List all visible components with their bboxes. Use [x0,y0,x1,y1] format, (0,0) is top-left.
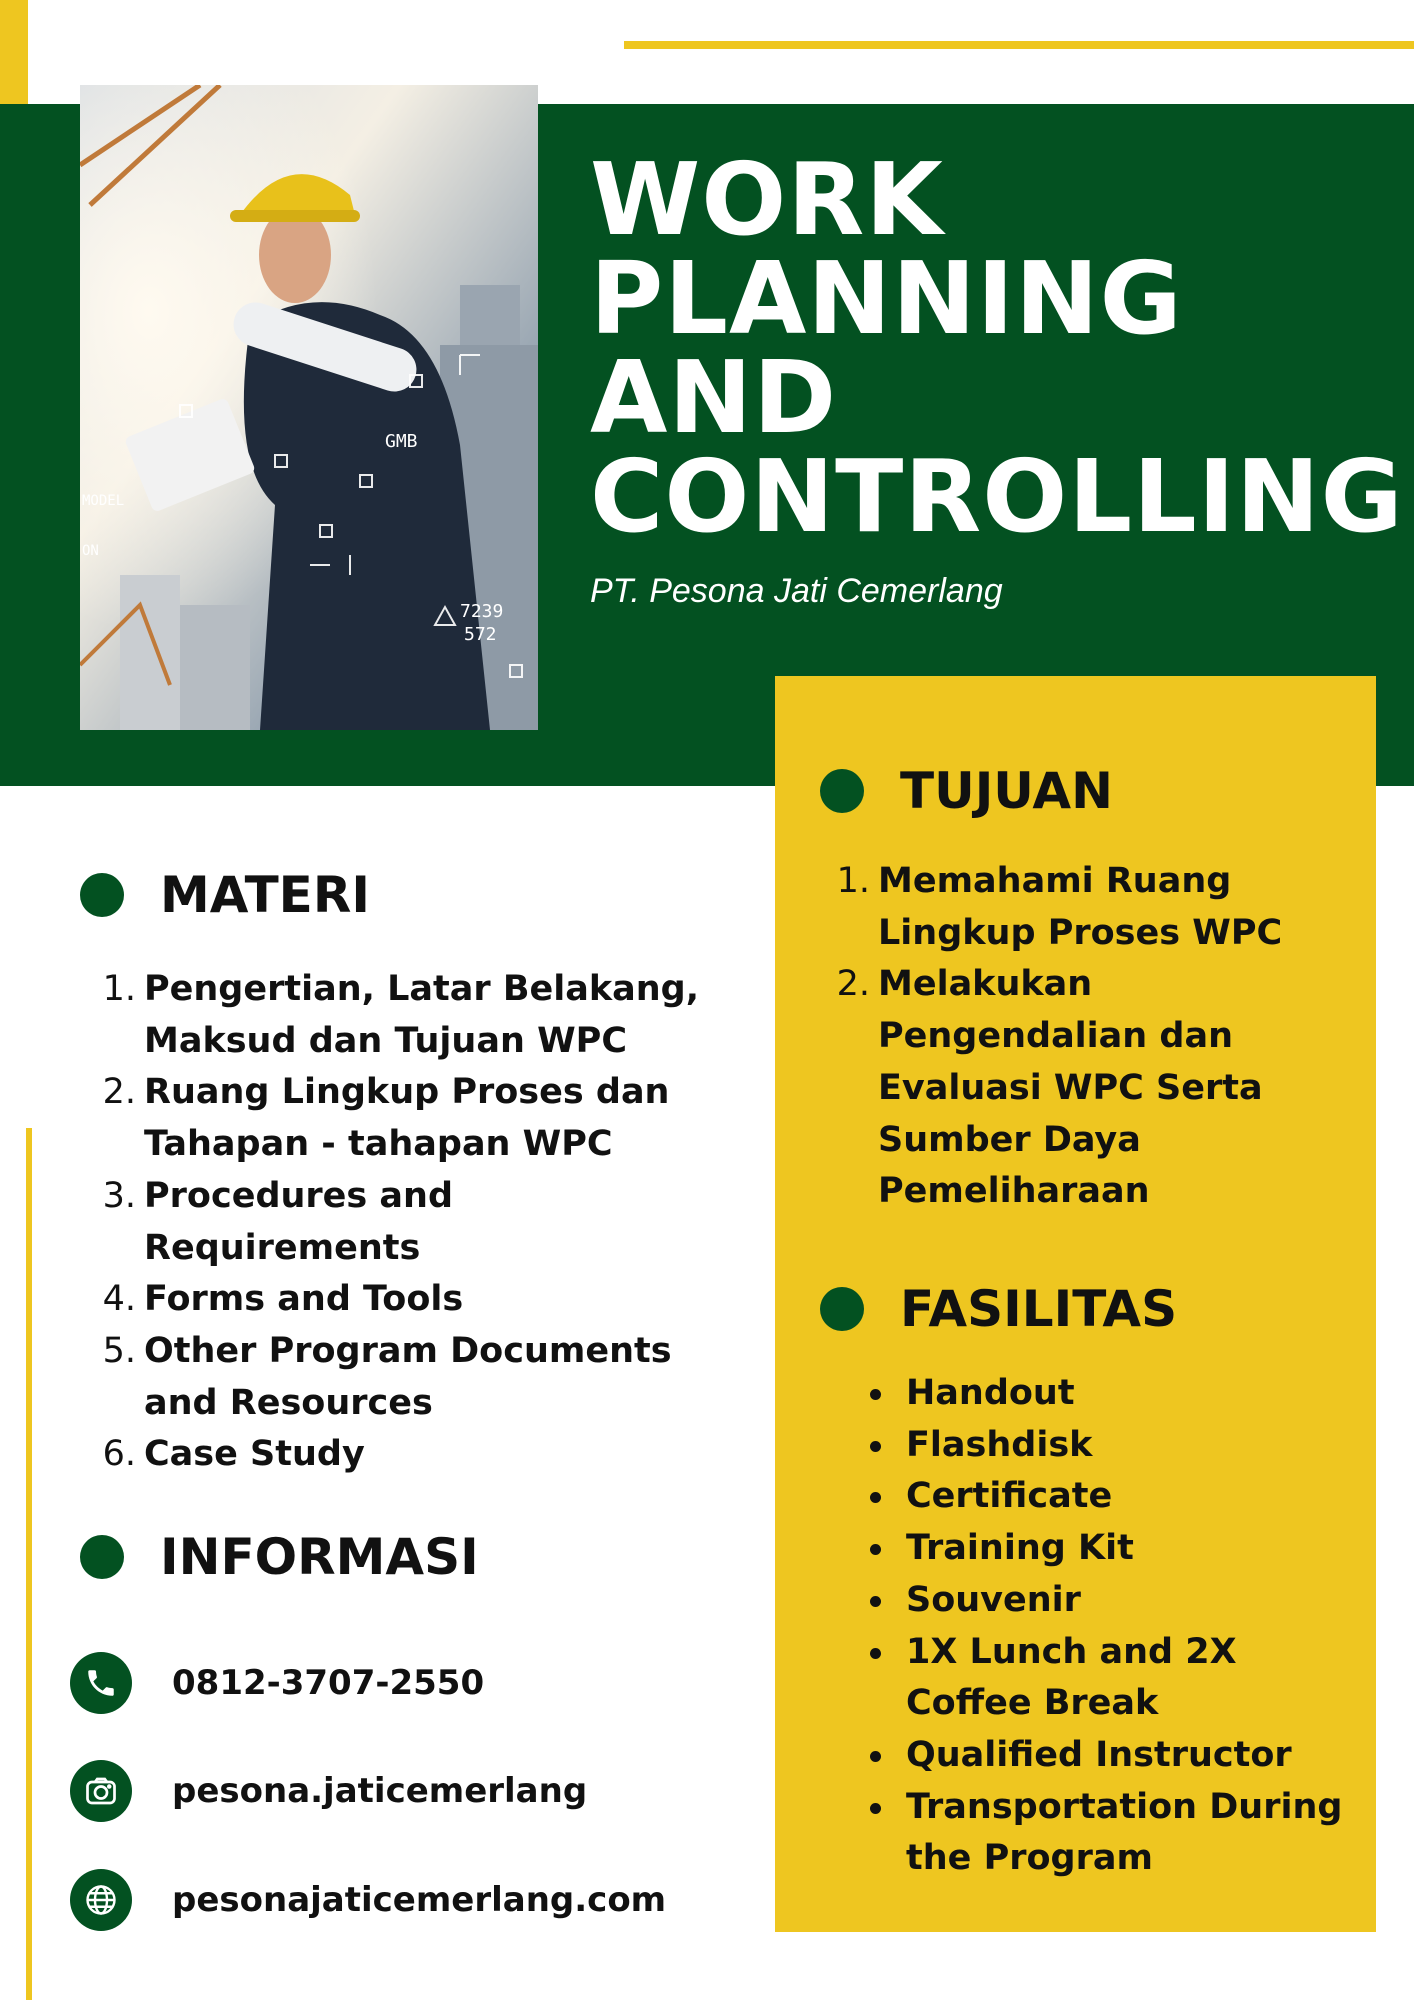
list-item-text: Case Study [144,1434,365,1475]
list-item [102,1067,724,1170]
list-item [836,959,1338,1218]
top-accent-line [624,41,1414,49]
fasilitas-heading [820,1280,1177,1338]
list-item: Qualified Instructor [906,1730,1346,1782]
instagram-handle: pesona.jaticemerlang [172,1771,588,1811]
list-item: Handout [906,1368,1346,1420]
tujuan-list [836,856,1338,1218]
list-item: Training Kit [906,1523,1346,1575]
contact-instagram[interactable] [70,1760,587,1822]
company-name: PT. Pesona Jati Cemerlang [590,572,1003,610]
photo-label-on: ON [82,543,99,559]
list-item: Certificate [906,1471,1346,1523]
bullet-dot-icon [80,873,124,917]
bullet-dot-icon [80,1535,124,1579]
fasilitas-title: FASILITAS [900,1280,1178,1338]
tujuan-title: TUJUAN [900,762,1113,820]
title-line-2: PLANNING [590,240,1183,357]
list-item: Souvenir [906,1575,1346,1627]
globe-icon [70,1869,132,1931]
list-item-text: Other Program Documents and Resources [144,1330,672,1423]
tujuan-heading [820,762,1113,820]
photo-label-gmb: GMB [385,431,418,452]
list-item [102,964,724,1067]
list-number: 2. [836,964,870,1005]
list-number: 1. [102,969,136,1009]
materi-list [102,964,724,1481]
title-line-3: AND [590,339,838,456]
list-number: 3. [102,1175,136,1216]
list-item [102,1326,724,1429]
list-item [102,1274,724,1326]
photo-label-572: 572 [464,624,497,645]
phone-number: 0812-3707-2550 [172,1663,485,1703]
list-item: Transportation During the Program [906,1782,1346,1885]
photo-label-model: MODEL [82,493,125,509]
phone-icon [70,1652,132,1714]
list-item: Flashdisk [906,1420,1346,1472]
list-number: 1. [836,861,870,901]
materi-heading [80,866,370,924]
list-item [102,1429,724,1481]
photo-label-7239: 7239 [460,601,504,622]
list-item-text: Forms and Tools [144,1279,464,1320]
list-item [102,1171,724,1274]
list-item [836,856,1338,959]
left-accent-line [26,1128,32,2000]
list-item-text: Pengertian, Latar Belakang, Maksud dan Tujuan WPC [144,969,700,1061]
materi-title: MATERI [160,866,370,924]
fasilitas-list [906,1368,1346,1885]
list-number: 5. [102,1330,136,1371]
list-item-text: Ruang Lingkup Proses dan Tahapan - tahapan WPC [144,1072,670,1165]
page-title [590,141,1404,555]
list-item-text: Procedures and Requirements [144,1175,454,1268]
list-number: 2. [102,1072,136,1113]
website-url: pesonajaticemerlang.com [172,1880,667,1920]
camera-icon [70,1760,132,1822]
list-item: 1X Lunch and 2X Coffee Break [906,1627,1346,1730]
informasi-heading [80,1528,479,1586]
contact-phone[interactable] [70,1652,484,1714]
list-item-text: Memahami Ruang Lingkup Proses WPC [878,861,1283,953]
list-item-text: Melakukan Pengendalian dan Evaluasi WPC Serta Sumber Daya Pemeliharaan [878,964,1263,1212]
contact-website[interactable] [70,1869,666,1931]
list-number: 6. [102,1434,136,1475]
list-number: 4. [102,1279,136,1320]
bullet-dot-icon [820,1287,864,1331]
hero-photo [80,85,538,730]
title-line-1: WORK [590,141,944,258]
title-line-4: CONTROLLING [590,438,1404,555]
bullet-dot-icon [820,769,864,813]
informasi-title: INFORMASI [160,1528,479,1586]
